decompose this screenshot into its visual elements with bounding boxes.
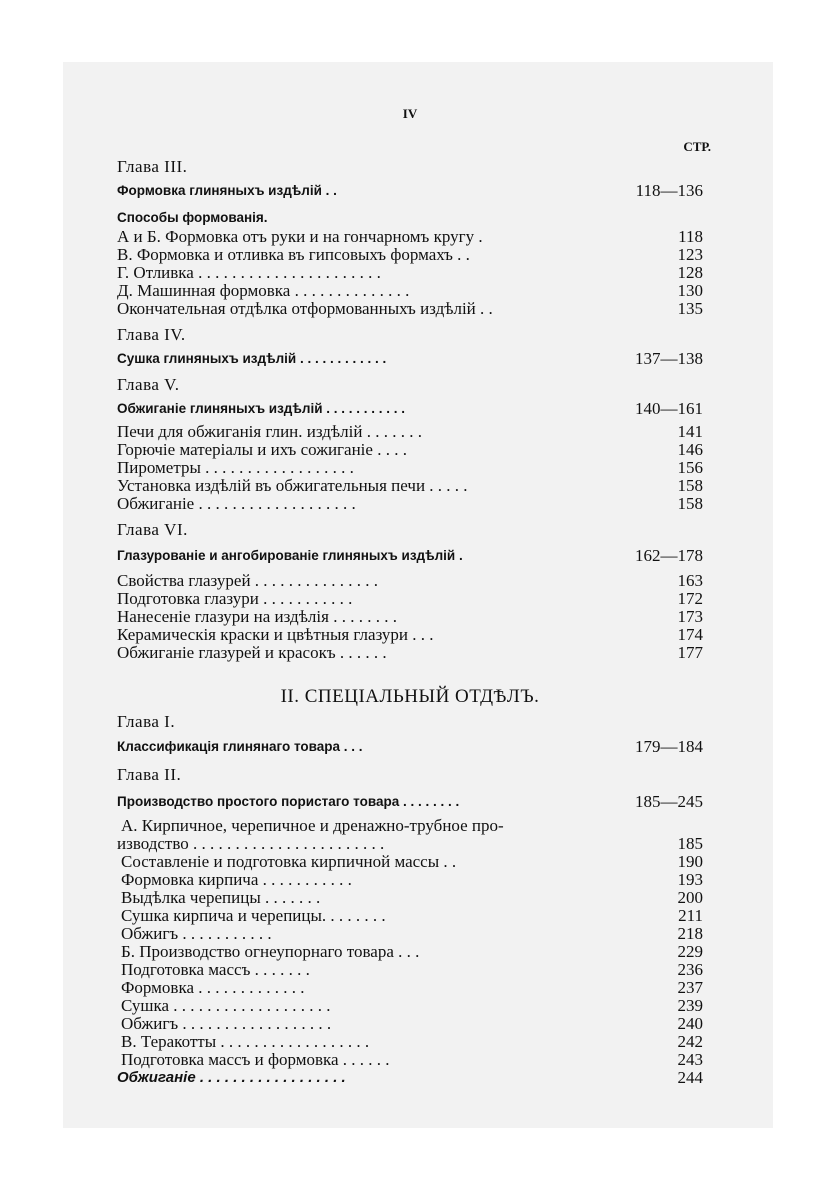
entry-page: 140—161 (635, 399, 703, 418)
entry-title: Глава VI. (117, 520, 188, 539)
entry-title: Глазурованіе и ангобированіе глиняныхъ издѣлій . (117, 548, 463, 563)
entry-page: 185—245 (635, 792, 703, 811)
entry-title: Подготовка глазури . . . . . . . . . . . (117, 589, 353, 608)
entry-page: 118—136 (635, 181, 703, 200)
page-column-header: СТР. (683, 139, 711, 154)
entry-title: Обжигъ . . . . . . . . . . . (121, 924, 272, 943)
page-number: IV (402, 106, 418, 121)
entry-page: 146 (677, 440, 703, 459)
entry-title: Выдѣлка черепицы . . . . . . . (121, 888, 321, 907)
entry-title: Свойства глазурей . . . . . . . . . . . . . . . (117, 571, 379, 590)
entry-title: Формовка глиняныхъ издѣлій . . (117, 183, 337, 198)
entry-title: А и Б. Формовка отъ руки и на гончарномъ кругу . (117, 227, 483, 246)
entry-page: 137—138 (635, 349, 703, 368)
entry-title: Горючіе матеріалы и ихъ сожиганіе . . . . (117, 440, 407, 459)
entry-title: Подготовка массъ . . . . . . . (121, 960, 310, 979)
entry-title: Обжиганіе . . . . . . . . . . . . . . . . . . (117, 1069, 346, 1086)
entry-page: 242 (677, 1032, 703, 1051)
entry-title: Обжиганіе . . . . . . . . . . . . . . . . . . . (117, 494, 356, 513)
entry-title: Обжигъ . . . . . . . . . . . . . . . . . . (121, 1014, 332, 1033)
entry-page: 218 (677, 924, 703, 943)
entry-page: 179—184 (635, 737, 703, 756)
entry-page: 236 (677, 960, 703, 979)
entry-page: 239 (677, 996, 703, 1015)
entry-page: 162—178 (635, 546, 703, 565)
entry-title: Установка издѣлій въ обжигательныя печи . . . . . (117, 476, 468, 495)
section-title: II. СПЕЦIАЛЬНЫЙ ОТДѢЛЪ. (280, 686, 540, 707)
entry-title: Д. Машинная формовка . . . . . . . . . . . . . . (117, 281, 410, 300)
entry-title: А. Кирпичное, черепичное и дренажно-трубное про- (121, 816, 504, 835)
entry-page: 185 (677, 834, 703, 853)
entry-title: Сушка глиняныхъ издѣлій . . . . . . . . . . . . (117, 351, 387, 366)
entry-page: 128 (677, 263, 703, 282)
entry-title: Глава IV. (117, 325, 186, 344)
entry-page: 135 (677, 299, 703, 318)
entry-page: 163 (677, 571, 703, 590)
entry-title: Нанесеніе глазури на издѣлія . . . . . . . . (117, 607, 397, 626)
entry-page: 158 (677, 476, 703, 495)
entry-page: 174 (677, 625, 703, 644)
entry-title: Печи для обжиганія глин. издѣлій . . . . . . . (117, 422, 422, 441)
entry-title: Обжиганіе глиняныхъ издѣлій . . . . . . . . . . . (117, 401, 406, 416)
entry-title: Формовка . . . . . . . . . . . . . (121, 978, 305, 997)
entry-page: 118 (678, 227, 703, 246)
entry-title: Окончательная отдѣлка отформованныхъ издѣлій . . (117, 299, 493, 318)
entry-title: В. Теракотты . . . . . . . . . . . . . . . . . . (121, 1032, 370, 1051)
entry-page: 172 (677, 589, 703, 608)
entry-page: 141 (677, 422, 703, 441)
entry-page: 158 (677, 494, 703, 513)
entry-title: Пирометры . . . . . . . . . . . . . . . . . . (117, 458, 354, 477)
entry-title: Обжиганіе глазурей и красокъ . . . . . . (117, 643, 387, 662)
entry-page: 211 (678, 906, 703, 925)
entry-page: 237 (677, 978, 703, 997)
entry-title: Г. Отливка . . . . . . . . . . . . . . . . . . . . . . (117, 263, 381, 282)
entry-title: Способы формованія. (117, 210, 268, 225)
entry-page: 156 (677, 458, 703, 477)
entry-page: 190 (677, 852, 703, 871)
entry-title: Керамическія краски и цвѣтныя глазури . . . (117, 625, 434, 644)
entry-title: Глава III. (117, 157, 188, 176)
entry-title: Формовка кирпича . . . . . . . . . . . (121, 870, 352, 889)
entry-title: Б. Производство огнеупорнаго товара . . . (121, 942, 420, 961)
entry-title: Составленіе и подготовка кирпичной массы . . (121, 852, 457, 871)
entry-title: Глава I. (117, 712, 176, 731)
entry-page: 229 (677, 942, 703, 961)
book-page (63, 62, 773, 1128)
entry-title: В. Формовка и отливка въ гипсовыхъ формахъ . . (117, 245, 470, 264)
entry-page: 123 (677, 245, 703, 264)
entry-page: 177 (677, 643, 703, 662)
entry-page: 240 (677, 1014, 703, 1033)
entry-title: Сушка . . . . . . . . . . . . . . . . . . . (121, 996, 331, 1015)
entry-title: Классификація глинянаго товара . . . (117, 739, 363, 754)
entry-title: Производство простого пористаго товара . . . . . . . . (117, 794, 460, 809)
entry-title: изводство . . . . . . . . . . . . . . . . . . . . . . . (117, 834, 385, 853)
entry-page: 200 (677, 888, 703, 907)
entry-title: Сушка кирпича и черепицы. . . . . . . . (121, 906, 386, 925)
entry-page: 243 (677, 1050, 703, 1069)
entry-title: Подготовка массъ и формовка . . . . . . (121, 1050, 390, 1069)
entry-title: Глава II. (117, 765, 182, 784)
entry-page: 193 (677, 870, 703, 889)
entry-page: 130 (677, 281, 703, 300)
entry-title: Глава V. (117, 375, 180, 394)
entry-page: 244 (677, 1068, 703, 1087)
entry-page: 173 (677, 607, 703, 626)
